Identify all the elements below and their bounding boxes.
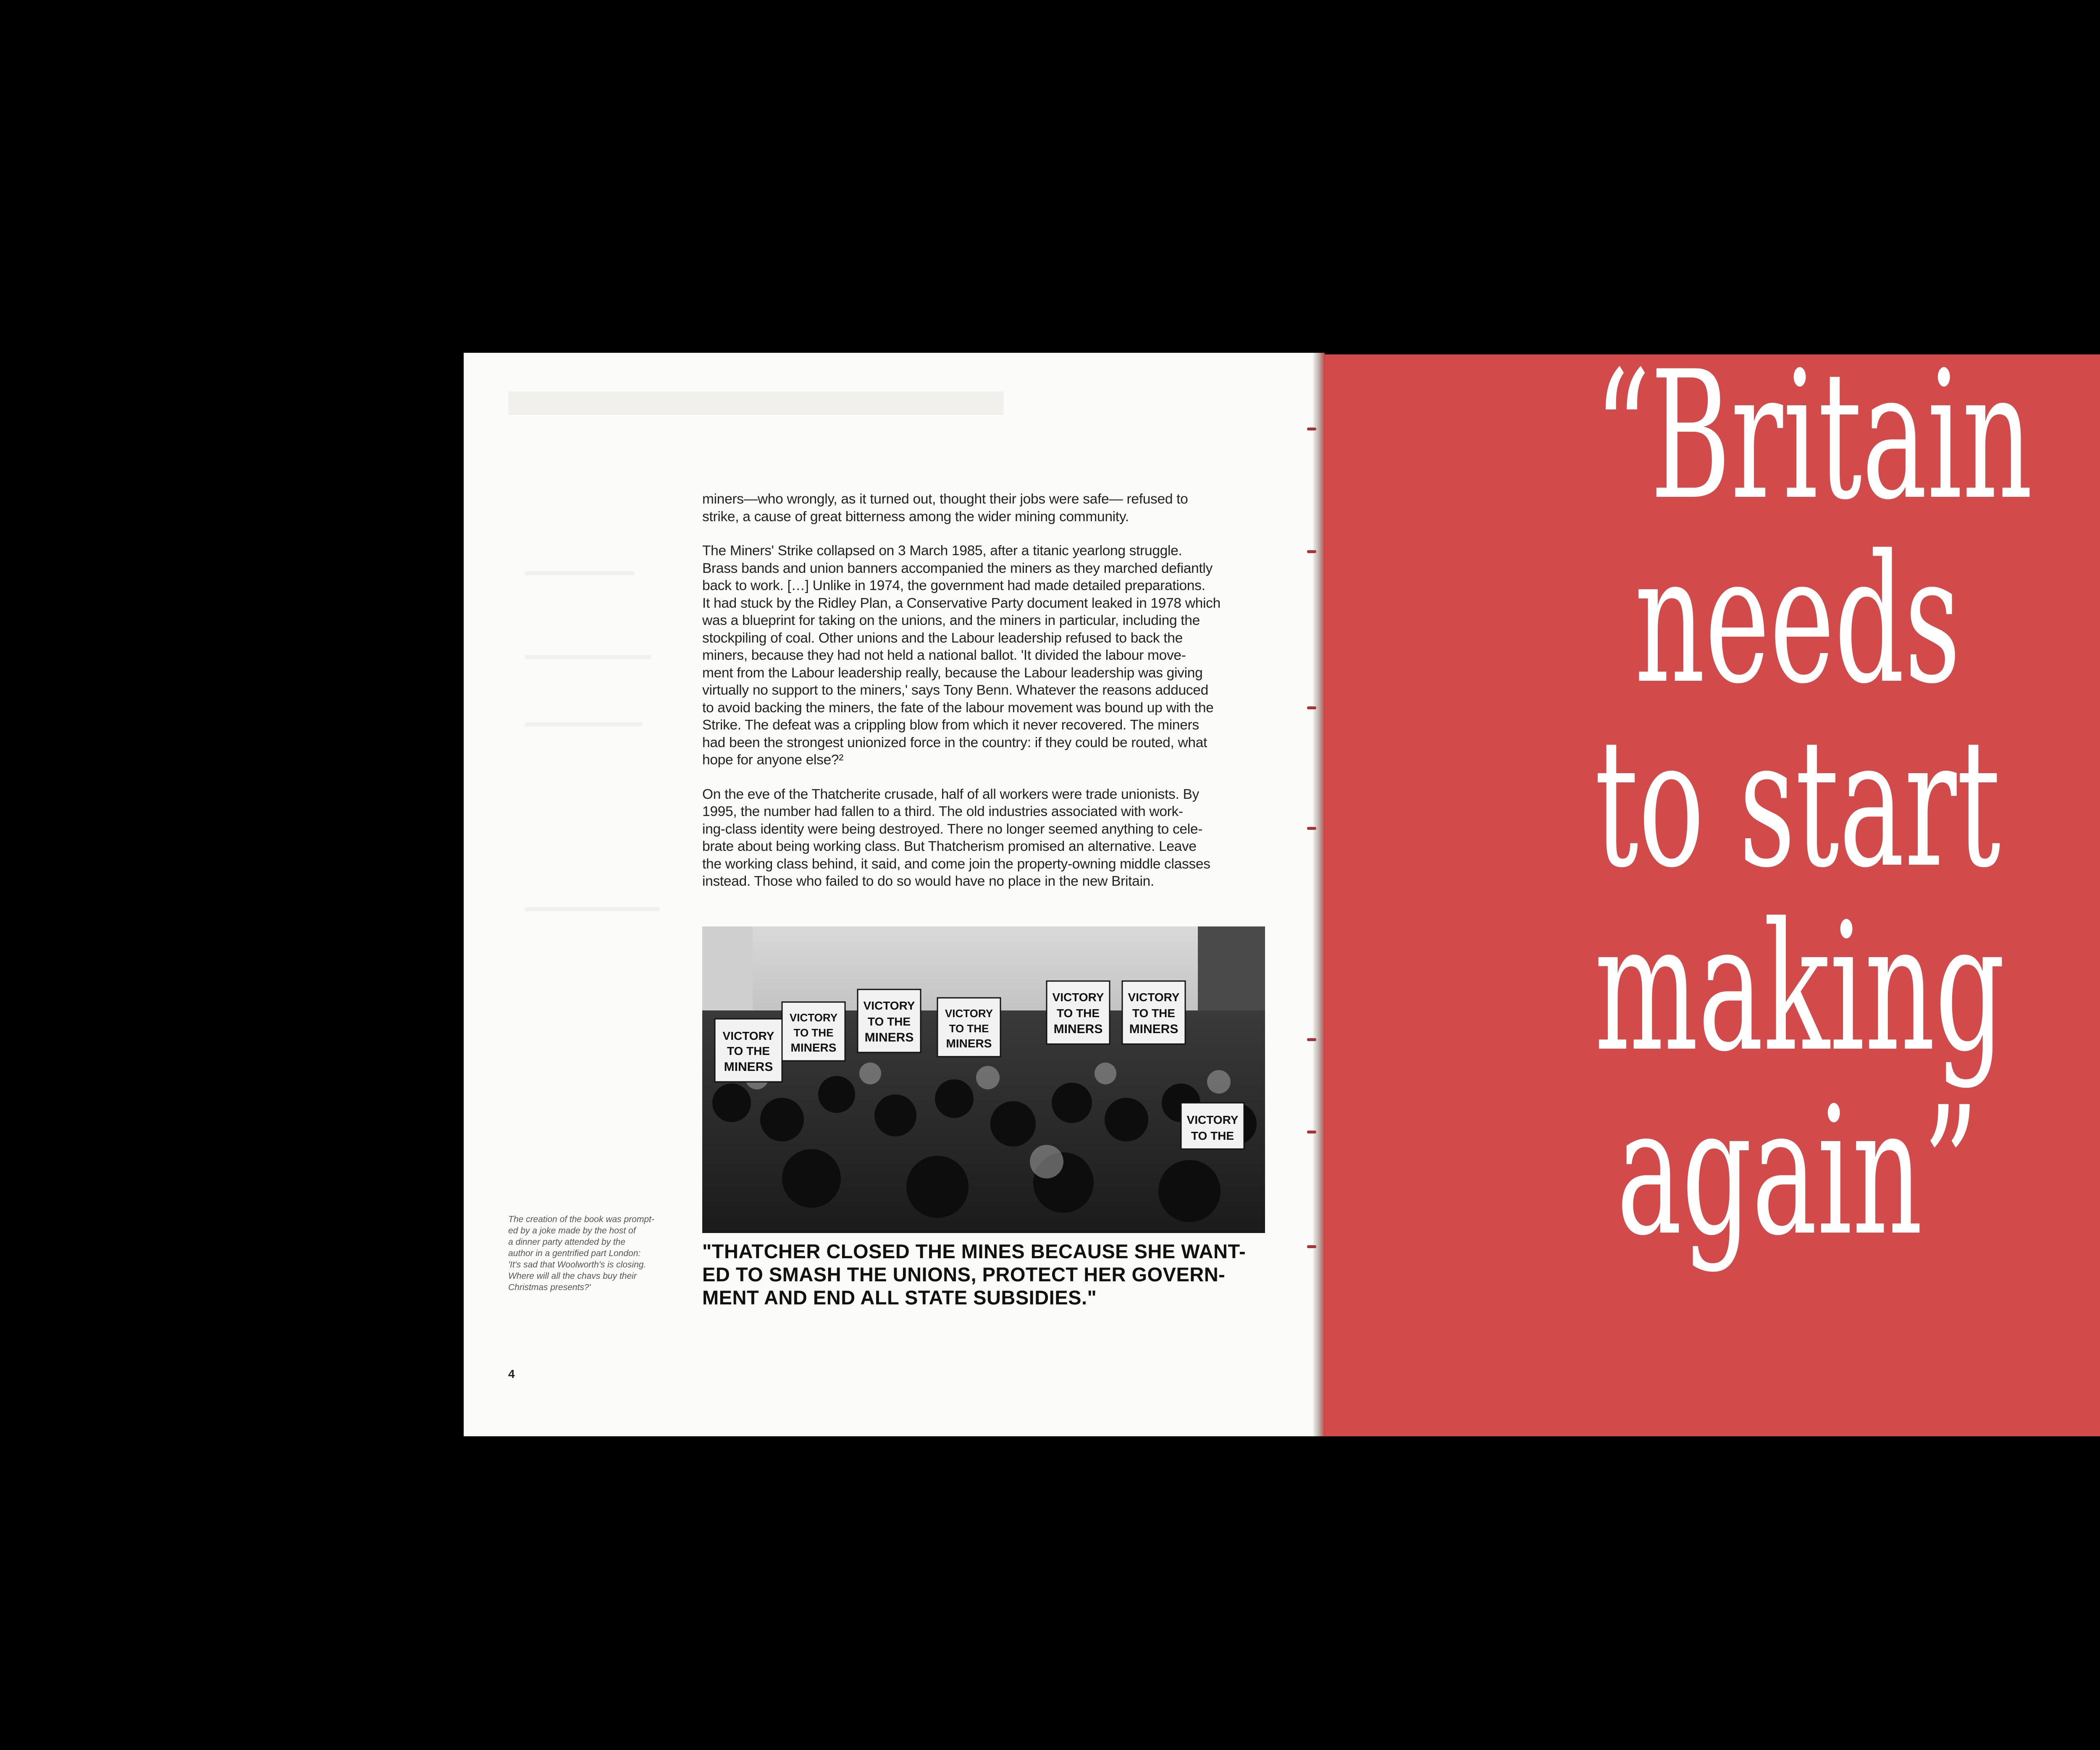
page-number-left: 4 (508, 1367, 515, 1380)
headline-quote-line: “Britain (1594, 333, 2033, 539)
headline-quote-line: making (1594, 885, 2006, 1091)
pull-quote: "THATCHER CLOSED THE MINES BECAUSE SHE WANT- ED TO SMASH THE UNIONS, PROTECT HER GOVERN- MENT AND END ALL STATE SUBSIDIES." (702, 1240, 1246, 1309)
sign-text: TO THE (793, 1026, 834, 1039)
binding-stitch (1307, 1245, 1316, 1248)
binding-stitch (1307, 706, 1316, 709)
binding-stitch (1307, 1131, 1316, 1133)
book-gutter (1313, 353, 1325, 1436)
sign-text: MINERS (1129, 1022, 1179, 1036)
headline-quote-line: again” (1617, 1069, 1979, 1275)
sign-text: MINERS (946, 1037, 992, 1050)
paragraph: miners—who wrongly, as it turned out, thought their jobs were safe— refused to strike, a cause of great bitterness among the wider mining community. (702, 491, 1188, 525)
sign-text: TO THE (1191, 1129, 1234, 1142)
sign-text: VICTORY (945, 1007, 993, 1020)
show-through-text (525, 655, 651, 659)
sign-text: MINERS (724, 1060, 773, 1074)
show-through-text (525, 722, 643, 727)
sign-text: TO THE (727, 1044, 770, 1057)
body-text (702, 491, 1273, 907)
sign-text: MINERS (790, 1041, 837, 1054)
binding-stitch (1307, 827, 1316, 830)
sign-text: TO THE (1056, 1007, 1100, 1020)
headline-quote-line: to start (1594, 701, 2001, 907)
headline-quote-line: needs (1634, 517, 1961, 723)
sign-text: VICTORY (789, 1011, 838, 1024)
sign-text: VICTORY (863, 999, 915, 1012)
sign-text: VICTORY (1052, 991, 1104, 1004)
sign-text: TO THE (867, 1015, 911, 1028)
show-through-heading (508, 391, 1004, 415)
show-through-text (525, 571, 634, 575)
sign-text: VICTORY (1128, 991, 1180, 1004)
headline-quote (1594, 333, 2033, 1275)
binding-stitch (1307, 1038, 1316, 1041)
binding-stitch (1307, 550, 1316, 553)
margin-note: The creation of the book was prompt- ed by a joke made by the host of a dinner party attended by the author in a gentrified part London: 'It's sad that Woolworth's is closing. Where will all the chavs buy their Christmas presents?' (508, 1215, 654, 1292)
binding-stitch (1307, 428, 1316, 430)
sign-text: MINERS (1053, 1022, 1103, 1036)
paragraph: The Miners' Strike collapsed on 3 March 1985, after a titanic yearlong struggle. Brass bands and union banners accompanied the miners as they marched defiantly back to work. […] Unlike in 1974, the government had made detailed preparations. It had stuck by the Ridley Plan, a Conservative Party document leaked in 1978 which was a blueprint for taking on the unions, and the miners in particular, including the stockpiling of coal. Other unions and the Labour leadership refused to back the miners, because they had not held a national ballot. 'It divided the labour move- ment from the Labour leadership really, because the Labour leadership was giving virtually no support to the miners,' says Tony Benn. Whatever the reasons adduced to avoid backing the miners, the fate of the labour movement was bound up with the Strike. The defeat was a crippling blow from which it never recovered. The miners had been the strongest unionized force in the country: if they could be routed, what hope for anyone else?² (702, 543, 1221, 768)
sign-text: TO THE (949, 1022, 989, 1035)
paragraph: On the eve of the Thatcherite crusade, half of all workers were trade unionists. By 1995, the number had fallen to a third. The old industries associated with work- ing-class identity were being destroyed. There no longer seemed anything to cele- brate about being working class. But Thatcherism promised an alternative. Leave the working class behind, it said, and come join the property-owning middle classes instead. Those who failed to do so would have no place in the new Britain. (702, 786, 1210, 889)
show-through-text (525, 907, 659, 911)
sign-text: TO THE (1132, 1007, 1176, 1020)
sign-text: VICTORY (722, 1029, 774, 1042)
sign-text: VICTORY (1186, 1113, 1239, 1126)
protest-crowd-image (702, 926, 1265, 1233)
miners-strike-photo (702, 926, 1265, 1233)
sign-text: MINERS (864, 1031, 914, 1044)
